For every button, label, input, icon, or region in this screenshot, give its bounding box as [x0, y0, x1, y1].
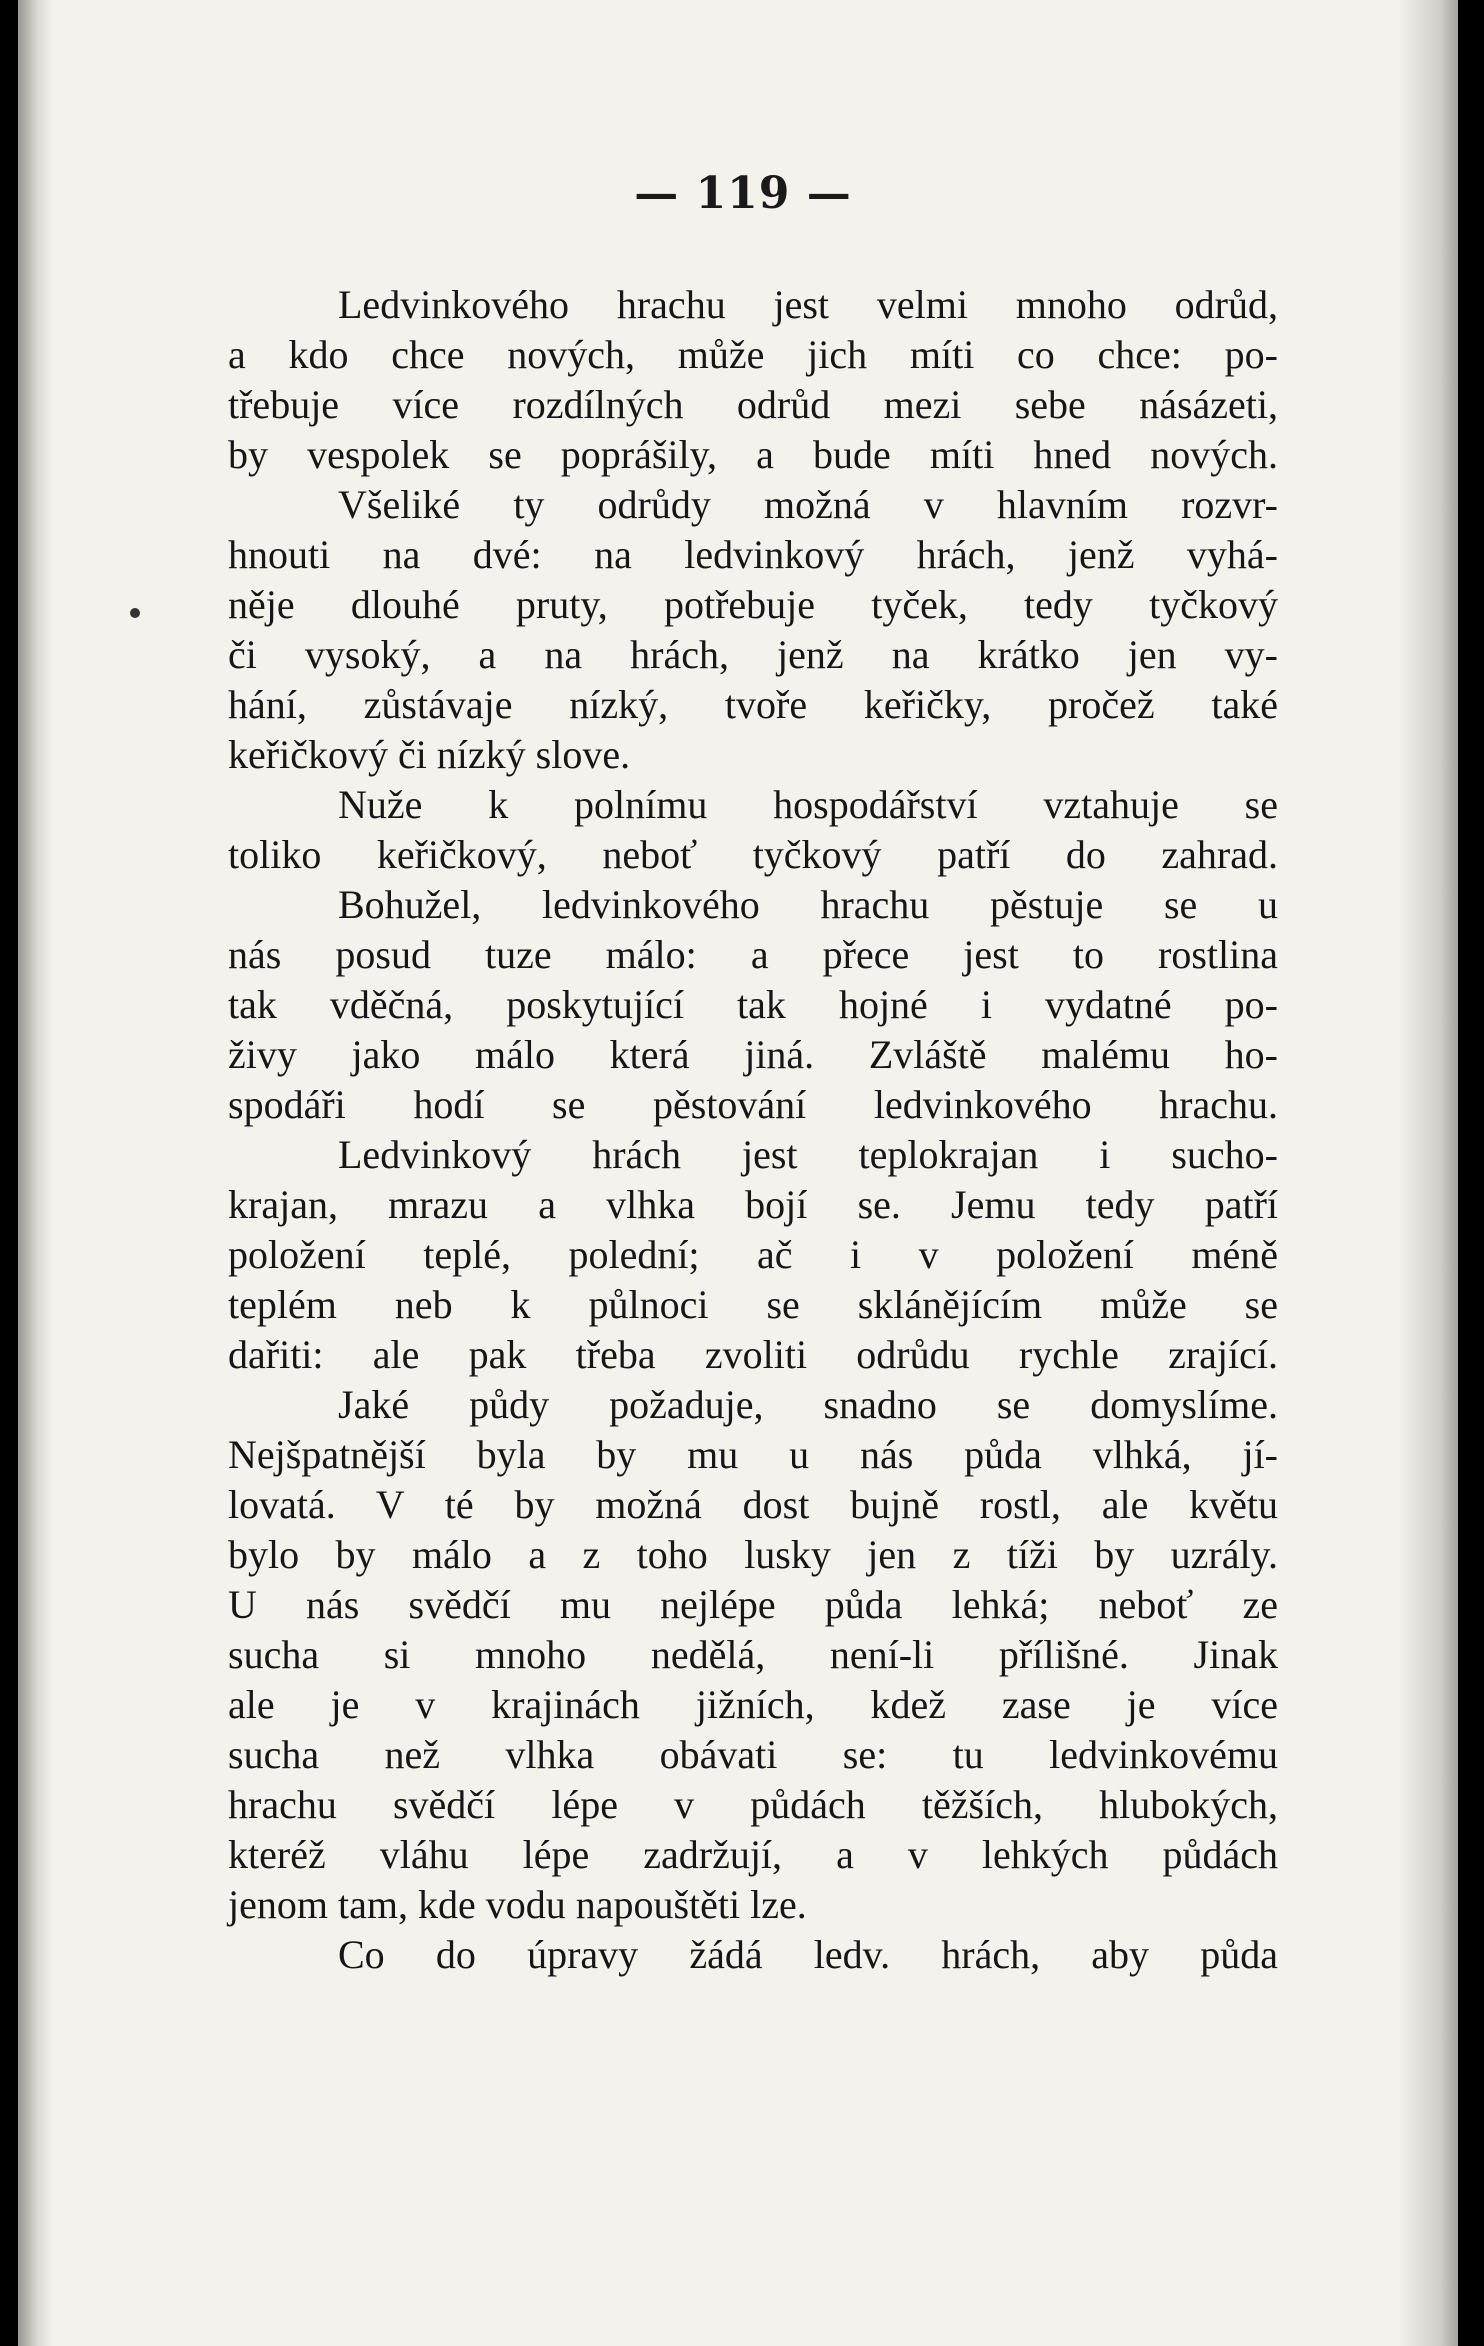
text-line: lovatá. V té by možná dost bujně rostl, ale květu: [228, 1482, 1278, 1527]
text-line: hání, zůstávaje nízký, tvoře keřičky, pročež také: [228, 682, 1278, 727]
text-line: Nejšpatnější byla by mu u nás půda vlhká, jí-: [228, 1432, 1278, 1477]
body-text: [228, 280, 1278, 1980]
page-edge-shadow: [1398, 0, 1458, 2346]
page-number: — 119 —: [634, 168, 852, 219]
text-line: nás posud tuze málo: a přece jest to rostlina: [228, 932, 1278, 977]
text-line: kteréž vláhu lépe zadržují, a v lehkých půdách: [228, 1832, 1278, 1877]
text-line: jenom tam, kde vodu napouštěti lze.: [228, 1882, 807, 1927]
text-line: Ledvinkový hrách jest teplokrajan i sucho-: [338, 1132, 1278, 1177]
text-line: sucha než vlhka obávati se: tu ledvinkovému: [228, 1732, 1278, 1777]
book-page: [18, 0, 1458, 2346]
binding-shadow: [18, 0, 52, 2346]
text-line: dařiti: ale pak třeba zvoliti odrůdu rychle zrající.: [228, 1332, 1278, 1377]
text-line: by vespolek se poprášily, a bude míti hned nových.: [228, 432, 1278, 477]
text-line: keřičkový či nízký slove.: [228, 732, 631, 777]
text-line: sucha si mnoho nedělá, není-li přílišné. Jinak: [228, 1632, 1278, 1677]
text-line: či vysoký, a na hrách, jenž na krátko jen vy-: [228, 632, 1278, 677]
text-line: Ledvinkového hrachu jest velmi mnoho odrůd,: [338, 282, 1278, 327]
text-line: živy jako málo která jiná. Zvláště malému ho-: [228, 1032, 1278, 1077]
text-line: položení teplé, polední; ač i v položení méně: [228, 1232, 1278, 1277]
text-line: ale je v krajinách jižních, kdež zase je více: [228, 1682, 1278, 1727]
text-line: hrachu svědčí lépe v půdách těžších, hlubokých,: [228, 1782, 1278, 1827]
ink-speck: [130, 608, 140, 618]
text-line: a kdo chce nových, může jich míti co chce: po-: [228, 332, 1278, 377]
text-line: krajan, mrazu a vlhka bojí se. Jemu tedy patří: [228, 1182, 1278, 1227]
text-line: spodáři hodí se pěstování ledvinkového hrachu.: [228, 1082, 1278, 1127]
text-line: Jaké půdy požaduje, snadno se domyslíme.: [338, 1382, 1278, 1427]
text-line: hnouti na dvé: na ledvinkový hrách, jenž vyhá-: [228, 532, 1278, 577]
text-line: Bohužel, ledvinkového hrachu pěstuje se u: [338, 882, 1278, 927]
text-line: třebuje více rozdílných odrůd mezi sebe násázeti,: [228, 382, 1278, 427]
text-line: toliko keřičkový, neboť tyčkový patří do zahrad.: [228, 832, 1278, 877]
text-line: Všeliké ty odrůdy možná v hlavním rozvr-: [338, 482, 1278, 527]
text-line: teplém neb k půlnoci se sklánějícím může se: [228, 1282, 1278, 1327]
text-line: Nuže k polnímu hospodářství vztahuje se: [338, 782, 1278, 827]
text-line: něje dlouhé pruty, potřebuje tyček, tedy tyčkový: [228, 582, 1278, 627]
text-line: bylo by málo a z toho lusky jen z tíži by uzrály.: [228, 1532, 1278, 1577]
text-line: Co do úpravy žádá ledv. hrách, aby půda: [338, 1932, 1278, 1977]
text-line: U nás svědčí mu nejlépe půda lehká; neboť ze: [228, 1582, 1278, 1627]
text-line: tak vděčná, poskytující tak hojné i vydatné po-: [228, 982, 1278, 1027]
